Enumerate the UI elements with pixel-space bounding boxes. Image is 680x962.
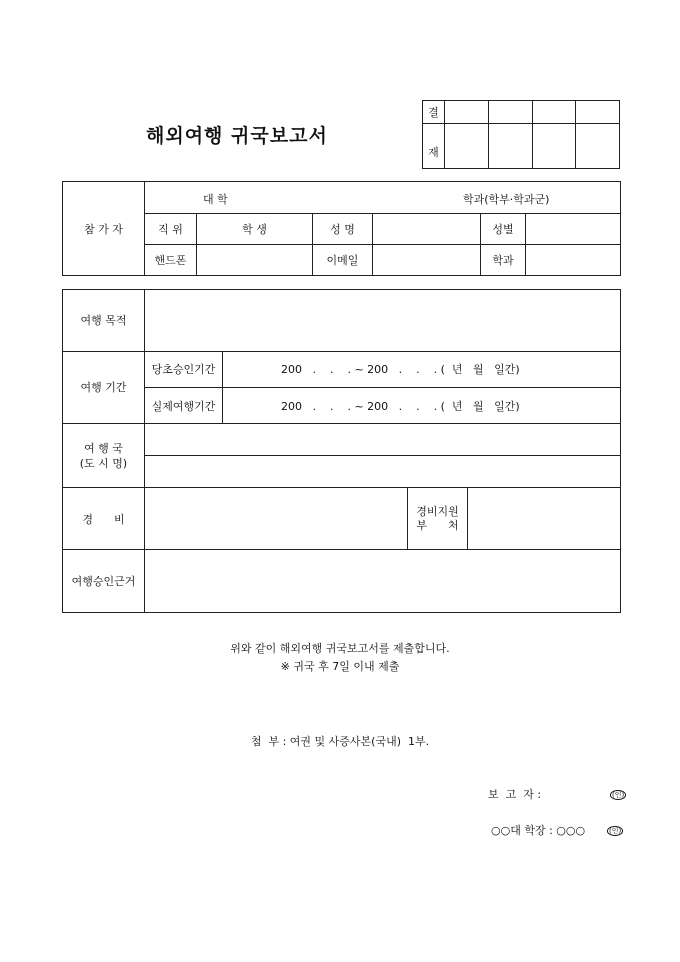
phone-label: 핸드폰: [145, 245, 197, 276]
funding-field[interactable]: [468, 487, 621, 550]
funding-label: [408, 487, 468, 550]
attachment-note: 첨 부 : 여권 및 사증사본(국내) 1부.: [250, 735, 430, 748]
approval-sign-cell[interactable]: [445, 124, 489, 169]
basis-label: 여행승인근거: [63, 550, 145, 613]
purpose-label: 여행 목적: [63, 290, 145, 352]
name-field[interactable]: [373, 214, 481, 245]
position-value: 학 생: [197, 214, 313, 245]
funding-label-line1: 경비지원: [416, 504, 459, 518]
country-label-line2: (도 시 명): [79, 456, 128, 470]
dept-label: 학과: [481, 245, 526, 276]
purpose-field[interactable]: [145, 290, 621, 352]
actual-period-field[interactable]: 200 . . . ~ 200 . . . ( 년 월 일간): [223, 387, 621, 423]
name-label: 성 명: [313, 214, 373, 245]
basis-field[interactable]: [145, 550, 621, 613]
travel-table: [62, 289, 621, 613]
participant-table: [62, 181, 621, 276]
document-title: 해외여행 귀국보고서: [146, 125, 328, 147]
phone-field[interactable]: [197, 245, 313, 276]
department-label: 학과(학부·학과군): [463, 193, 550, 206]
approved-period-label: 당초승인기간: [145, 351, 223, 387]
approval-sign-cell[interactable]: [576, 124, 620, 169]
president-label: ○○대 학장 : ○○○: [491, 824, 586, 837]
period-label: 여행 기간: [63, 351, 145, 424]
approval-cell[interactable]: [445, 101, 489, 124]
approved-period-field[interactable]: 200 . . . ~ 200 . . . ( 년 월 일간): [223, 351, 621, 387]
statement-line2: ※ 귀국 후 7일 이내 제출: [280, 660, 400, 673]
stamp-icon: (인): [609, 827, 622, 835]
country-label-line1: 여 행 국: [84, 441, 123, 455]
funding-label-line2: 부 처: [416, 518, 459, 532]
gender-label: 성별: [481, 214, 526, 245]
dept-field[interactable]: [526, 245, 621, 276]
gender-field[interactable]: [526, 214, 621, 245]
email-field[interactable]: [373, 245, 481, 276]
reporter-stamp[interactable]: [610, 787, 626, 800]
country-label: [63, 424, 145, 488]
actual-period-label: 실제여행기간: [145, 387, 223, 423]
cost-field[interactable]: [145, 487, 408, 550]
approval-box: [422, 100, 620, 169]
university-label: 대 학: [203, 193, 228, 206]
position-label: 직 위: [145, 214, 197, 245]
president-stamp[interactable]: [607, 823, 623, 836]
approval-sign-cell[interactable]: [532, 124, 576, 169]
approval-label-top: 결: [423, 101, 445, 124]
approval-cell[interactable]: [488, 101, 532, 124]
university-row[interactable]: [145, 182, 621, 214]
approval-cell[interactable]: [576, 101, 620, 124]
reporter-label: 보 고 자 :: [488, 788, 542, 801]
approval-sign-cell[interactable]: [488, 124, 532, 169]
email-label: 이메일: [313, 245, 373, 276]
stamp-icon: (인): [612, 791, 625, 799]
statement-line1: 위와 같이 해외여행 귀국보고서를 제출합니다.: [230, 642, 450, 655]
participant-header: 참 가 자: [63, 182, 145, 276]
country-field-2[interactable]: [145, 455, 621, 487]
country-field-1[interactable]: [145, 424, 621, 455]
cost-label: 경 비: [63, 487, 145, 550]
approval-label-bottom: 재: [423, 124, 445, 169]
approval-cell[interactable]: [532, 101, 576, 124]
